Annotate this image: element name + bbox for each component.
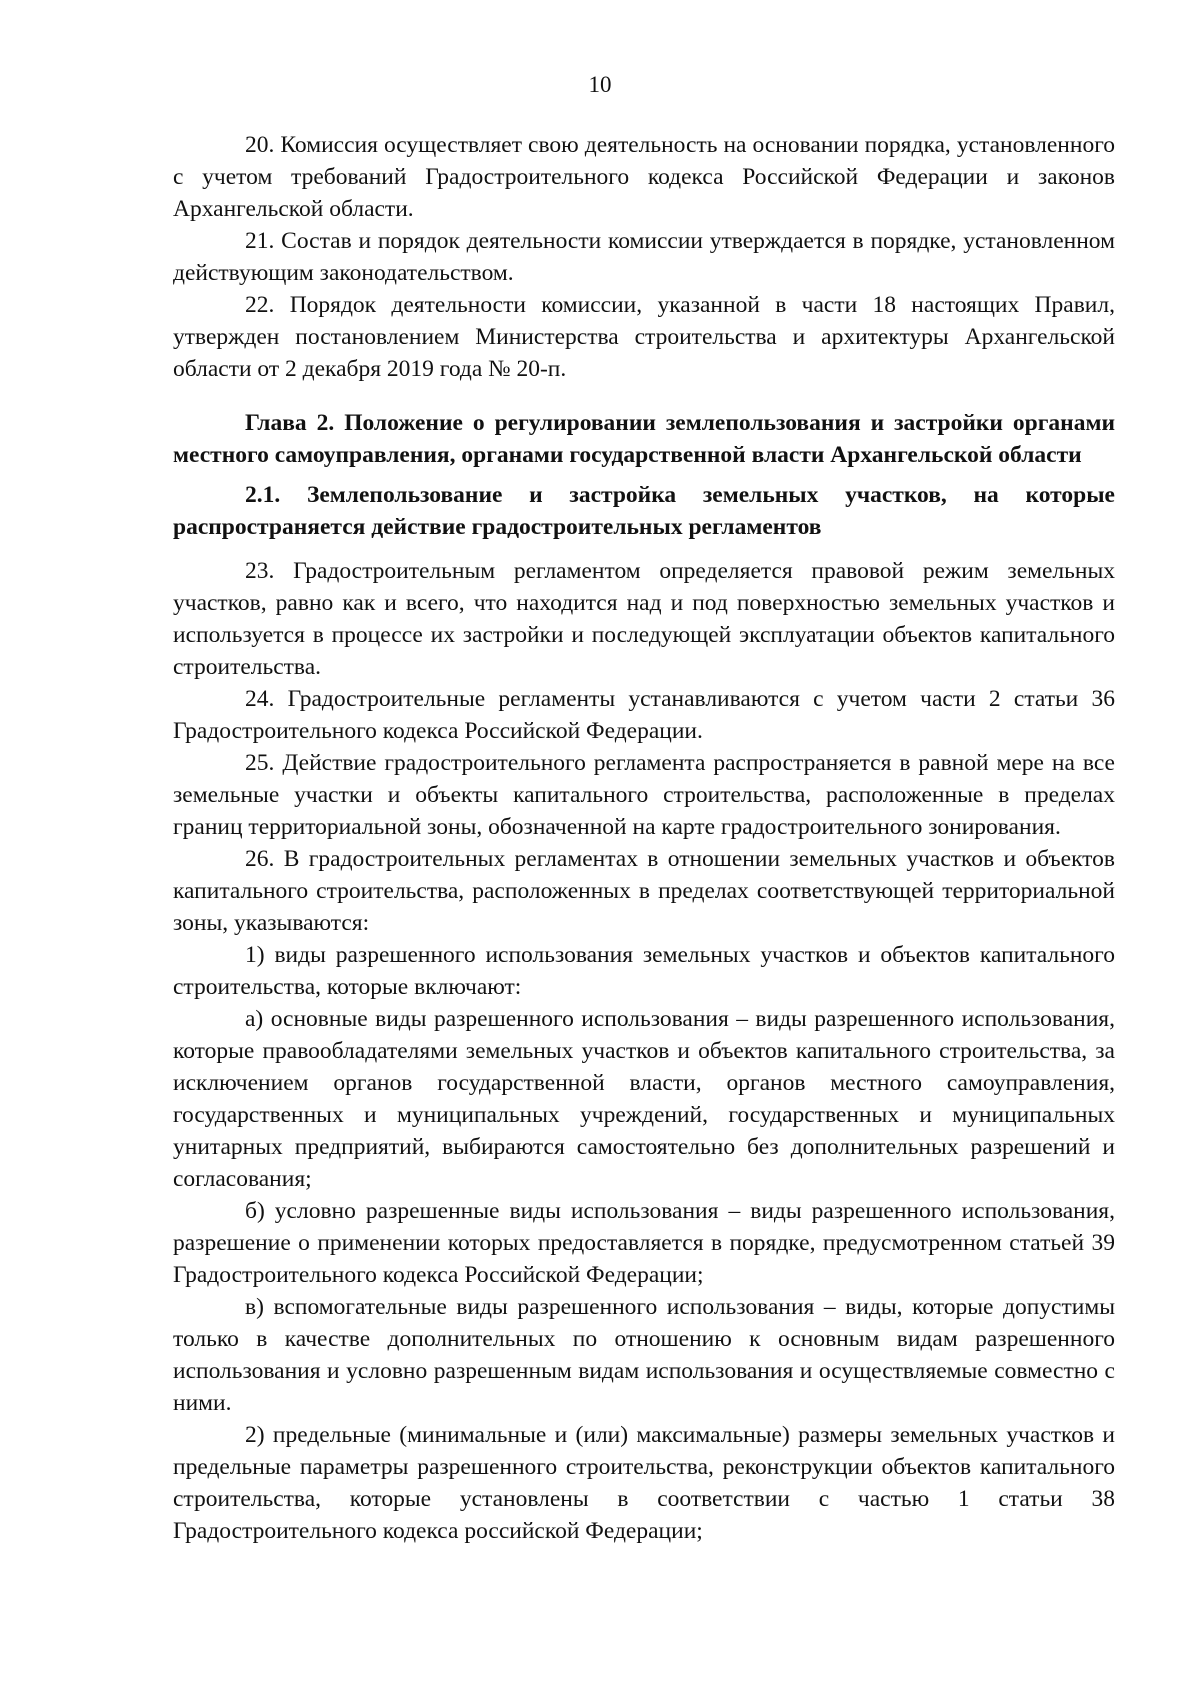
paragraph-21: 21. Состав и порядок деятельности комиссии утверждается в порядке, установленном действующим законодательством.: [173, 228, 1115, 286]
chapter-2-heading: Глава 2. Положение о регулировании землепользования и застройки органами местного самоуправления, органами государственной власти Архангельской области: [173, 410, 1115, 468]
paragraph-23: 23. Градостроительным регламентом определяется правовой режим земельных участков, равно как и всего, что находится над и под поверхностью земельных участков и используется в процессе их застройки и последующей эксплуатации объектов капитального строительства.: [173, 558, 1115, 680]
paragraph-22: 22. Порядок деятельности комиссии, указанной в части 18 настоящих Правил, утвержден постановлением Министерства строительства и архитектуры Архангельской области от 2 декабря 2019 года № 20-п.: [173, 292, 1115, 382]
document-body: [173, 129, 1115, 1547]
paragraph-24: 24. Градостроительные регламенты устанавливаются с учетом части 2 статьи 36 Градостроительного кодекса Российской Федерации.: [173, 686, 1115, 744]
paragraph-25: 25. Действие градостроительного регламента распространяется в равной мере на все земельные участки и объекты капитального строительства, расположенные в пределах границ территориальной зоны, обозначенной на карте градостроительного зонирования.: [173, 750, 1115, 840]
section-2-1-heading: 2.1. Землепользование и застройка земельных участков, на которые распространяется действие градостроительных регламентов: [173, 482, 1115, 540]
list-item-1c: в) вспомогательные виды разрешенного использования – виды, которые допустимы только в качестве дополнительных по отношению к основным видам разрешенного использования и условно разрешенным видам использования и осуществляемые совместно с ними.: [173, 1294, 1115, 1416]
list-item-1a: а) основные виды разрешенного использования – виды разрешенного использования, которые правообладателями земельных участков и объектов капитального строительства, за исключением органов государственной власти, органов местного самоуправления, государственных и муниципальных учреждений, государственных и муниципальных унитарных предприятий, выбираются самостоятельно без дополнительных разрешений и согласования;: [173, 1006, 1115, 1192]
paragraph-20: 20. Комиссия осуществляет свою деятельность на основании порядка, установленного с учетом требований Градостроительного кодекса Российской Федерации и законов Архангельской области.: [173, 132, 1115, 222]
page-number: 10: [588, 72, 612, 97]
list-item-1: 1) виды разрешенного использования земельных участков и объектов капитального строительства, которые включают:: [173, 942, 1115, 1000]
paragraph-26: 26. В градостроительных регламентах в отношении земельных участков и объектов капитального строительства, расположенных в пределах соответствующей территориальной зоны, указываются:: [173, 846, 1115, 936]
list-item-1b: б) условно разрешенные виды использования – виды разрешенного использования, разрешение о применении которых предоставляется в порядке, предусмотренном статьей 39 Градостроительного кодекса Российской Федерации;: [173, 1198, 1115, 1288]
list-item-2: 2) предельные (минимальные и (или) максимальные) размеры земельных участков и предельные параметры разрешенного строительства, реконструкции объектов капитального строительства, которые установлены в соответствии с частью 1 статьи 38 Градостроительного кодекса российской Федерации;: [173, 1422, 1115, 1544]
